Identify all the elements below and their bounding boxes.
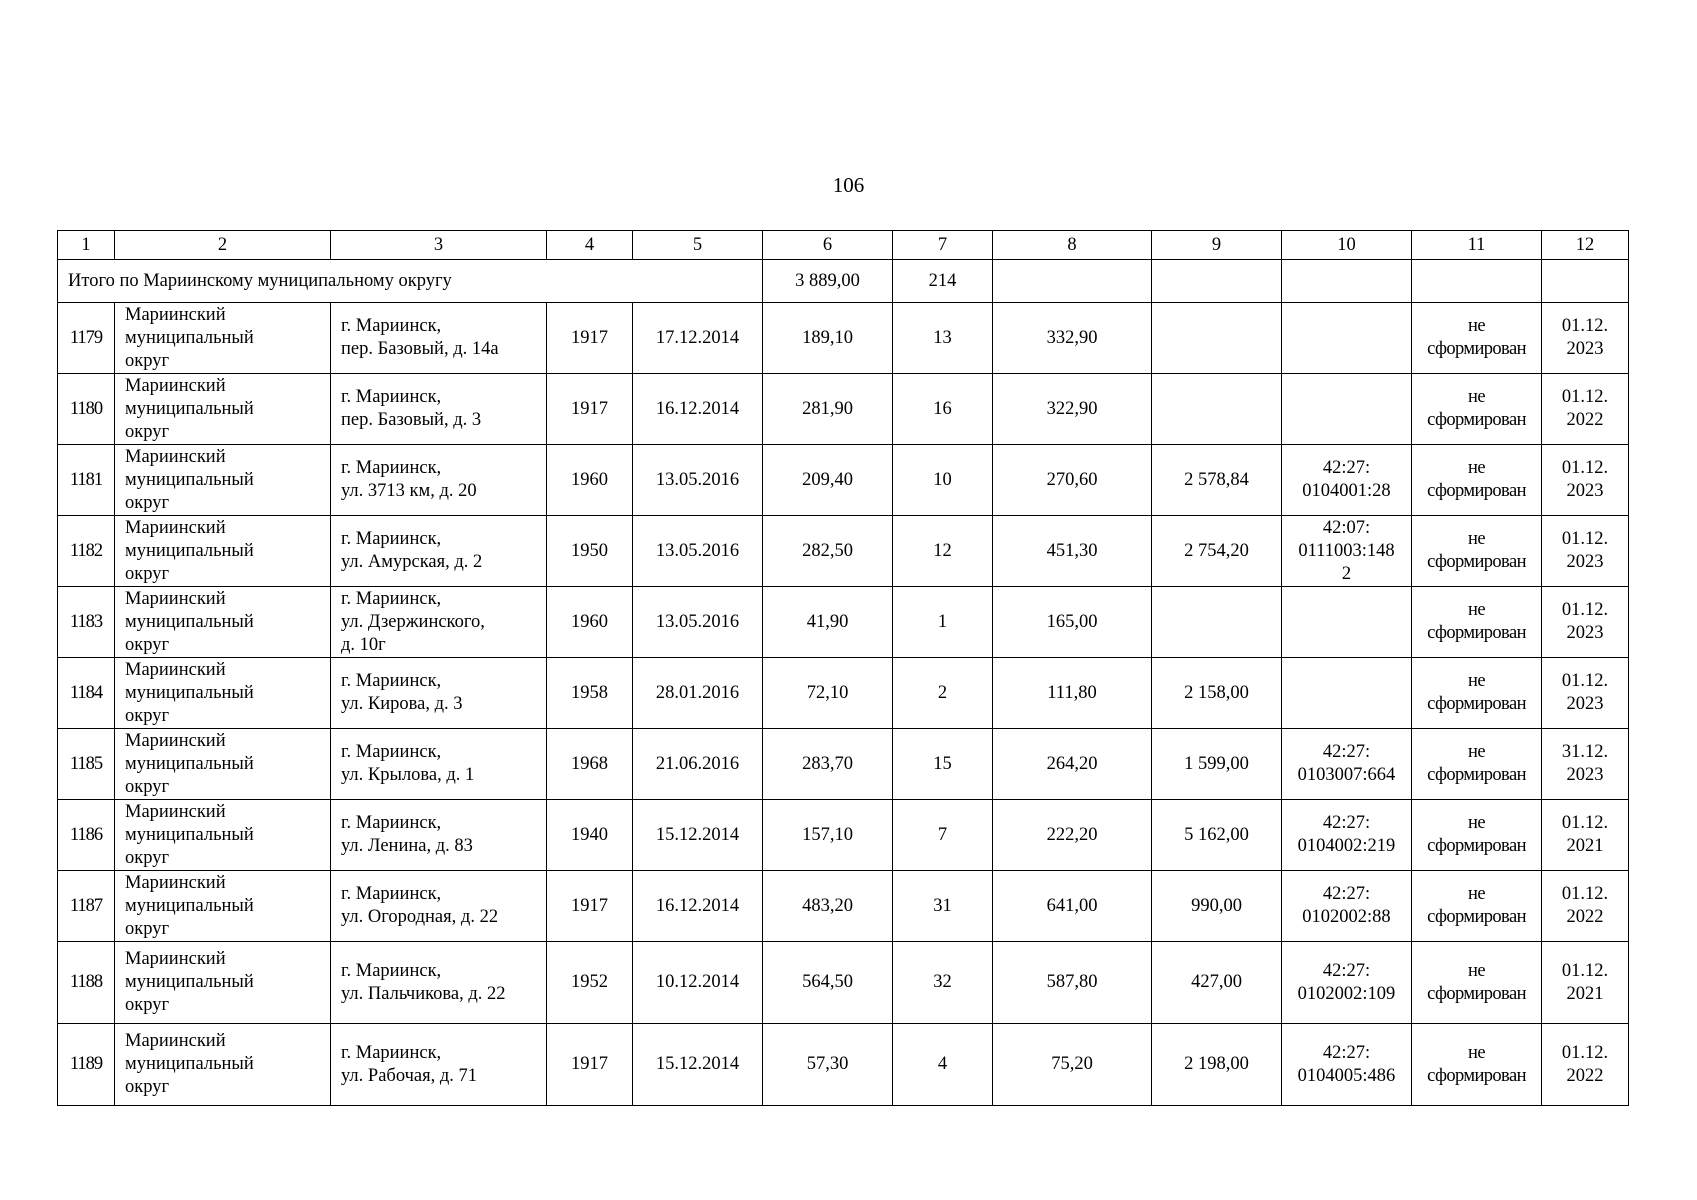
total-area-cell: 75,20 <box>993 1024 1152 1106</box>
year-cell: 1917 <box>547 303 633 374</box>
year-cell: 1960 <box>547 587 633 658</box>
deadline-cell: 01.12. 2023 <box>1542 303 1629 374</box>
district-cell: Мариинский муниципальный округ <box>115 871 331 942</box>
district-cell: Мариинский муниципальный округ <box>115 729 331 800</box>
residents-cell: 13 <box>893 303 993 374</box>
date-cell: 28.01.2016 <box>633 658 763 729</box>
total-area-cell: 222,20 <box>993 800 1152 871</box>
deadline-cell: 01.12. 2022 <box>1542 871 1629 942</box>
land-area-cell: 2 158,00 <box>1152 658 1282 729</box>
area-cell: 41,90 <box>763 587 893 658</box>
status-cell: не сформирован <box>1412 445 1542 516</box>
residents-cell: 4 <box>893 1024 993 1106</box>
deadline-cell: 31.12. 2023 <box>1542 729 1629 800</box>
district-cell: Мариинский муниципальный округ <box>115 445 331 516</box>
area-cell: 281,90 <box>763 374 893 445</box>
residents-cell: 2 <box>893 658 993 729</box>
table-row <box>58 942 1629 1024</box>
total-residents: 214 <box>893 260 993 303</box>
district-cell: Мариинский муниципальный округ <box>115 800 331 871</box>
table-row <box>58 587 1629 658</box>
year-cell: 1952 <box>547 942 633 1024</box>
column-number: 1 <box>58 231 115 260</box>
land-area-cell <box>1152 303 1282 374</box>
address-cell: г. Мариинск, ул. Рабочая, д. 71 <box>331 1024 547 1106</box>
status-cell: не сформирован <box>1412 658 1542 729</box>
year-cell: 1968 <box>547 729 633 800</box>
land-area-cell <box>1152 374 1282 445</box>
cadastral-number-cell <box>1282 587 1412 658</box>
page-number: 106 <box>832 173 865 197</box>
cadastral-number-cell: 42:27: 0102002:109 <box>1282 942 1412 1024</box>
total-empty-cell <box>1542 260 1629 303</box>
district-cell: Мариинский муниципальный округ <box>115 658 331 729</box>
residents-cell: 15 <box>893 729 993 800</box>
total-area-cell: 332,90 <box>993 303 1152 374</box>
address-cell: г. Мариинск, пер. Базовый, д. 14а <box>331 303 547 374</box>
land-area-cell: 990,00 <box>1152 871 1282 942</box>
area-cell: 483,20 <box>763 871 893 942</box>
table-row <box>58 729 1629 800</box>
land-area-cell <box>1152 587 1282 658</box>
year-cell: 1917 <box>547 871 633 942</box>
table-row <box>58 658 1629 729</box>
area-cell: 209,40 <box>763 445 893 516</box>
status-cell: не сформирован <box>1412 303 1542 374</box>
residents-cell: 12 <box>893 516 993 587</box>
status-cell: не сформирован <box>1412 800 1542 871</box>
total-empty-cell <box>1412 260 1542 303</box>
table-row <box>58 871 1629 942</box>
date-cell: 15.12.2014 <box>633 1024 763 1106</box>
total-area-cell: 641,00 <box>993 871 1152 942</box>
total-area-cell: 264,20 <box>993 729 1152 800</box>
column-number: 8 <box>993 231 1152 260</box>
cadastral-number-cell: 42:27: 0104002:219 <box>1282 800 1412 871</box>
date-cell: 13.05.2016 <box>633 445 763 516</box>
address-cell: г. Мариинск, ул. Огородная, д. 22 <box>331 871 547 942</box>
date-cell: 10.12.2014 <box>633 942 763 1024</box>
address-cell: г. Мариинск, ул. Дзержинского, д. 10г <box>331 587 547 658</box>
address-cell: г. Мариинск, пер. Базовый, д. 3 <box>331 374 547 445</box>
row-number: 1185 <box>58 729 115 800</box>
total-empty-cell <box>1282 260 1412 303</box>
residents-cell: 7 <box>893 800 993 871</box>
status-cell: не сформирован <box>1412 871 1542 942</box>
area-cell: 282,50 <box>763 516 893 587</box>
table-row <box>58 445 1629 516</box>
area-cell: 157,10 <box>763 800 893 871</box>
residents-cell: 31 <box>893 871 993 942</box>
row-number: 1186 <box>58 800 115 871</box>
year-cell: 1960 <box>547 445 633 516</box>
column-number: 4 <box>547 231 633 260</box>
address-cell: г. Мариинск, ул. Кирова, д. 3 <box>331 658 547 729</box>
cadastral-number-cell <box>1282 374 1412 445</box>
year-cell: 1958 <box>547 658 633 729</box>
cadastral-number-cell: 42:27: 0104005:486 <box>1282 1024 1412 1106</box>
table-row <box>58 1024 1629 1106</box>
address-cell: г. Мариинск, ул. Пальчикова, д. 22 <box>331 942 547 1024</box>
land-area-cell: 2 198,00 <box>1152 1024 1282 1106</box>
column-number: 11 <box>1412 231 1542 260</box>
date-cell: 17.12.2014 <box>633 303 763 374</box>
date-cell: 16.12.2014 <box>633 374 763 445</box>
date-cell: 15.12.2014 <box>633 800 763 871</box>
column-number: 10 <box>1282 231 1412 260</box>
district-cell: Мариинский муниципальный округ <box>115 587 331 658</box>
row-number: 1189 <box>58 1024 115 1106</box>
district-cell: Мариинский муниципальный округ <box>115 374 331 445</box>
status-cell: не сформирован <box>1412 1024 1542 1106</box>
total-area-cell: 587,80 <box>993 942 1152 1024</box>
deadline-cell: 01.12. 2023 <box>1542 445 1629 516</box>
row-number: 1179 <box>58 303 115 374</box>
land-area-cell: 2 754,20 <box>1152 516 1282 587</box>
area-cell: 189,10 <box>763 303 893 374</box>
residents-cell: 32 <box>893 942 993 1024</box>
row-number: 1181 <box>58 445 115 516</box>
district-cell: Мариинский муниципальный округ <box>115 942 331 1024</box>
deadline-cell: 01.12. 2021 <box>1542 942 1629 1024</box>
column-number: 6 <box>763 231 893 260</box>
total-area-cell: 165,00 <box>993 587 1152 658</box>
residents-cell: 1 <box>893 587 993 658</box>
total-label: Итого по Мариинскому муниципальному округу <box>58 260 763 303</box>
table-row <box>58 303 1629 374</box>
cadastral-number-cell: 42:27: 0102002:88 <box>1282 871 1412 942</box>
land-area-cell: 1 599,00 <box>1152 729 1282 800</box>
deadline-cell: 01.12. 2023 <box>1542 516 1629 587</box>
address-cell: г. Мариинск, ул. Ленина, д. 83 <box>331 800 547 871</box>
column-number: 12 <box>1542 231 1629 260</box>
table-row <box>58 374 1629 445</box>
status-cell: не сформирован <box>1412 729 1542 800</box>
column-number: 9 <box>1152 231 1282 260</box>
column-number: 7 <box>893 231 993 260</box>
area-cell: 72,10 <box>763 658 893 729</box>
total-empty-cell <box>1152 260 1282 303</box>
total-area-cell: 111,80 <box>993 658 1152 729</box>
area-cell: 57,30 <box>763 1024 893 1106</box>
year-cell: 1917 <box>547 374 633 445</box>
deadline-cell: 01.12. 2023 <box>1542 587 1629 658</box>
total-empty-cell <box>993 260 1152 303</box>
date-cell: 16.12.2014 <box>633 871 763 942</box>
land-area-cell: 2 578,84 <box>1152 445 1282 516</box>
total-area-cell: 270,60 <box>993 445 1152 516</box>
cadastral-number-cell: 42:27: 0104001:28 <box>1282 445 1412 516</box>
row-number: 1187 <box>58 871 115 942</box>
row-number: 1182 <box>58 516 115 587</box>
address-cell: г. Мариинск, ул. Крылова, д. 1 <box>331 729 547 800</box>
address-cell: г. Мариинск, ул. Амурская, д. 2 <box>331 516 547 587</box>
table-row <box>58 516 1629 587</box>
cadastral-number-cell: 42:27: 0103007:664 <box>1282 729 1412 800</box>
district-cell: Мариинский муниципальный округ <box>115 303 331 374</box>
deadline-cell: 01.12. 2023 <box>1542 658 1629 729</box>
row-number: 1184 <box>58 658 115 729</box>
area-cell: 564,50 <box>763 942 893 1024</box>
district-cell: Мариинский муниципальный округ <box>115 516 331 587</box>
address-cell: г. Мариинск, ул. 3713 км, д. 20 <box>331 445 547 516</box>
area-cell: 283,70 <box>763 729 893 800</box>
registry-body <box>58 231 1629 1106</box>
row-number: 1183 <box>58 587 115 658</box>
total-row <box>58 260 1629 303</box>
row-number: 1180 <box>58 374 115 445</box>
cadastral-number-cell: 42:07: 0111003:148 2 <box>1282 516 1412 587</box>
date-cell: 21.06.2016 <box>633 729 763 800</box>
column-number: 5 <box>633 231 763 260</box>
residents-cell: 16 <box>893 374 993 445</box>
year-cell: 1940 <box>547 800 633 871</box>
status-cell: не сформирован <box>1412 374 1542 445</box>
column-number: 3 <box>331 231 547 260</box>
registry-table <box>57 230 1629 1106</box>
table-row <box>58 800 1629 871</box>
status-cell: не сформирован <box>1412 942 1542 1024</box>
status-cell: не сформирован <box>1412 587 1542 658</box>
total-area: 3 889,00 <box>763 260 893 303</box>
total-area-cell: 322,90 <box>993 374 1152 445</box>
land-area-cell: 5 162,00 <box>1152 800 1282 871</box>
date-cell: 13.05.2016 <box>633 587 763 658</box>
column-number: 2 <box>115 231 331 260</box>
residents-cell: 10 <box>893 445 993 516</box>
total-area-cell: 451,30 <box>993 516 1152 587</box>
cadastral-number-cell <box>1282 658 1412 729</box>
year-cell: 1917 <box>547 1024 633 1106</box>
deadline-cell: 01.12. 2022 <box>1542 1024 1629 1106</box>
deadline-cell: 01.12. 2021 <box>1542 800 1629 871</box>
status-cell: не сформирован <box>1412 516 1542 587</box>
year-cell: 1950 <box>547 516 633 587</box>
district-cell: Мариинский муниципальный округ <box>115 1024 331 1106</box>
row-number: 1188 <box>58 942 115 1024</box>
cadastral-number-cell <box>1282 303 1412 374</box>
date-cell: 13.05.2016 <box>633 516 763 587</box>
column-number-row <box>58 231 1629 260</box>
deadline-cell: 01.12. 2022 <box>1542 374 1629 445</box>
land-area-cell: 427,00 <box>1152 942 1282 1024</box>
